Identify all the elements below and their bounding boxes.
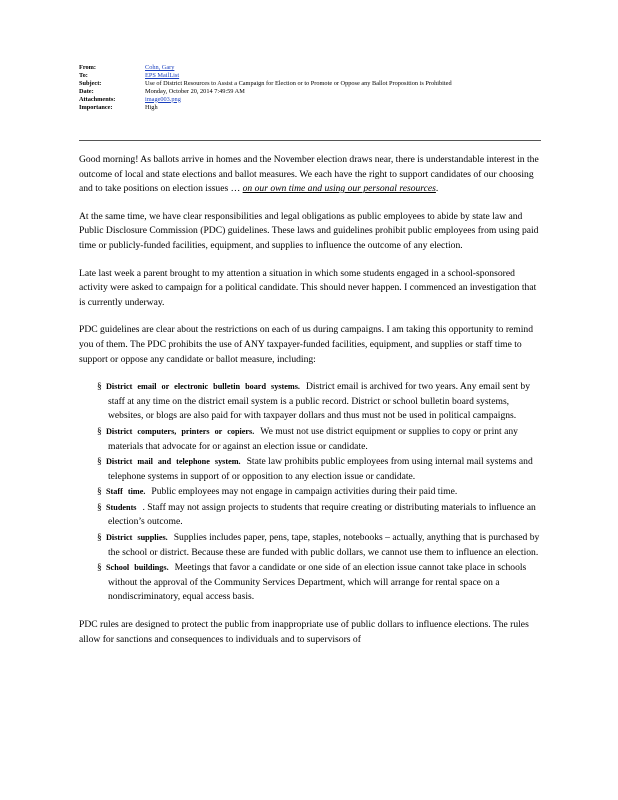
date-value: Monday, October 20, 2014 7:49:59 AM: [145, 87, 245, 95]
attachments-label: Attachments:: [79, 95, 116, 103]
list-item-title: District email or electronic bulletin board systems.: [106, 382, 300, 392]
list-item-title: District computers, printers or copiers.: [106, 426, 255, 436]
subject-label: Subject:: [79, 79, 102, 87]
paragraph-responsibilities: At the same time, we have clear responsibilities and legal obligations as public employees to abide by state law and Public Disclosure Commission (PDC) guidelines. These laws and guidelines prohibit public employees from using paid time or publicly-funded facilities, equipment, and supplies to influence the outcome of any election.: [79, 210, 539, 251]
list-item-title: Staff time.: [106, 487, 146, 497]
list-item: [88, 561, 541, 605]
greeting-text: Good morning! As ballots arrive in homes and the November election draws near, there is understandable interest in the outcome of local and state elections and ballot measures. We each have the right to support candidates of our choosing and to take positions on election issues …: [79, 154, 539, 195]
list-item: [88, 425, 541, 454]
paragraph-incident: Late last week a parent brought to my attention a situation in which some students engaged in a school-sponsored activity were asked to campaign for a political candidate. This should never happen. I commenced an investigation that is currently underway.: [79, 267, 537, 308]
paragraph-pdc-guidelines: PDC guidelines are clear about the restrictions on each of us during campaigns. I am taking this opportunity to remind you of them. The PDC prohibits the use of ANY taxpayer-funded facilities, equipment, and supplies or staff time to support or oppose any candidate or ballot measure, including:: [79, 324, 533, 365]
subject-value: Use of District Resources to Assist a Campaign for Election or to Promote or Oppose any Ballot Proposition is Prohibited: [145, 79, 452, 87]
header-importance-row: [79, 104, 529, 112]
header-date-row: [79, 88, 529, 96]
list-item: [88, 455, 541, 484]
header-from-row: [79, 64, 529, 72]
bullet-symbol: §: [97, 456, 102, 468]
bullet-symbol: §: [97, 501, 102, 513]
bullet-symbol: §: [97, 381, 102, 393]
list-item-text: We must not use district equipment or supplies to copy or print any materials that advocate for or against an election issue or candidate.: [108, 425, 518, 452]
to-value[interactable]: EPS MailList: [145, 71, 180, 79]
bullet-symbol: §: [97, 486, 102, 498]
importance-label: Importance:: [79, 103, 113, 111]
list-item-title: District mail and telephone system.: [106, 457, 241, 467]
list-item-text: Public employees may not engage in campaign activities during their paid time.: [151, 486, 458, 498]
to-label: To:: [79, 71, 88, 79]
header-subject-row: [79, 80, 529, 88]
header-divider: [79, 140, 541, 141]
list-item: [88, 501, 541, 530]
list-item-title: Students: [106, 502, 137, 512]
header-attachments-row: [79, 96, 529, 104]
bullet-symbol: §: [97, 532, 102, 544]
date-label: Date:: [79, 87, 94, 95]
list-item-text: Supplies includes paper, pens, tape, staples, notebooks – actually, anything that is purchased by the school or district. Because these are funded with public dollars, we cannot use them to influence an election.: [108, 532, 540, 558]
greeting-end: .: [435, 183, 439, 195]
from-label: From:: [79, 64, 97, 71]
attachment-link[interactable]: image003.png: [145, 95, 181, 103]
greeting-emphasis: on our own time and using our personal resources: [242, 183, 436, 195]
header-to-row: [79, 72, 529, 80]
bullet-symbol: §: [97, 562, 102, 574]
list-item-text: District email is archived for two years. Any email sent by staff at any time on the district email system is a public record. District or school bulletin board systems, websites, or blogs are also paid for with taxpayer dollars and thus must not be used in political campaigns.: [108, 381, 530, 422]
list-item-text: Meetings that favor a candidate or one side of an election issue cannot take place in schools without the approval of the Community Services Department, which will arrange for rental space on a nondiscriminatory, equal access basis.: [108, 562, 527, 603]
paragraph-pdc-rules: PDC rules are designed to protect the public from inappropriate use of public dollars to influence elections. The rules allow for sanctions and consequences to individuals and to supervisors of: [79, 619, 529, 645]
email-body: [79, 153, 541, 660]
list-item-title: School buildings.: [106, 563, 169, 573]
list-item-title: District supplies.: [106, 533, 168, 543]
list-item: [88, 485, 541, 500]
paragraph-greeting: [79, 153, 541, 197]
importance-value: High: [145, 103, 158, 111]
restrictions-list: [79, 380, 541, 605]
list-item-text: State law prohibits public employees from using internal mail systems and telephone systems in support of or opposition to any election issue or candidate.: [108, 456, 533, 482]
bullet-symbol: §: [97, 425, 102, 437]
email-header: [79, 64, 529, 111]
list-item: [88, 531, 541, 560]
list-item: [88, 380, 541, 424]
from-value[interactable]: Cohn, Gary: [145, 64, 175, 71]
list-item-text: . Staff may not assign projects to students that require creating or distributing materials to influence an election’s outcome.: [108, 501, 536, 528]
